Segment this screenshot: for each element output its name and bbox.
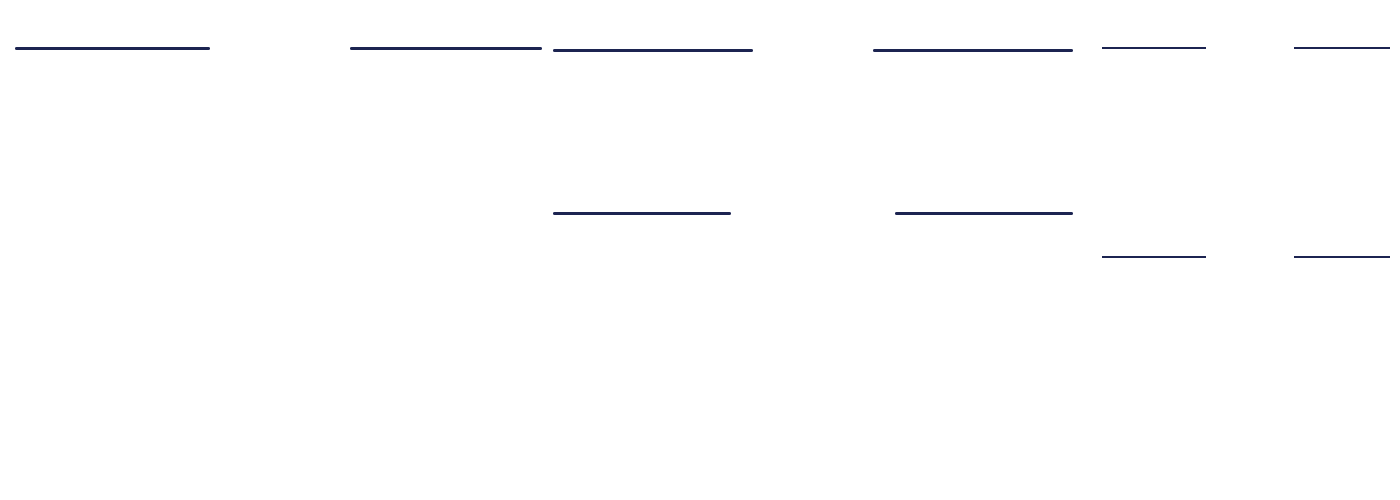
divider [1294,256,1390,258]
pasta-column [563,226,733,229]
divider [553,49,753,52]
entrees-header [1102,252,1390,261]
themed-stations-header [15,41,542,55]
choose-level-header [553,43,1073,57]
psv-header [553,206,1073,220]
divider [350,47,542,50]
divider [553,212,731,215]
divider [873,49,1073,52]
plated-header [1102,43,1390,52]
divider [895,212,1073,215]
divider [1294,47,1390,49]
divider [1102,47,1206,49]
divider [15,47,210,50]
station-column-1 [16,62,186,72]
divider [1102,256,1206,258]
